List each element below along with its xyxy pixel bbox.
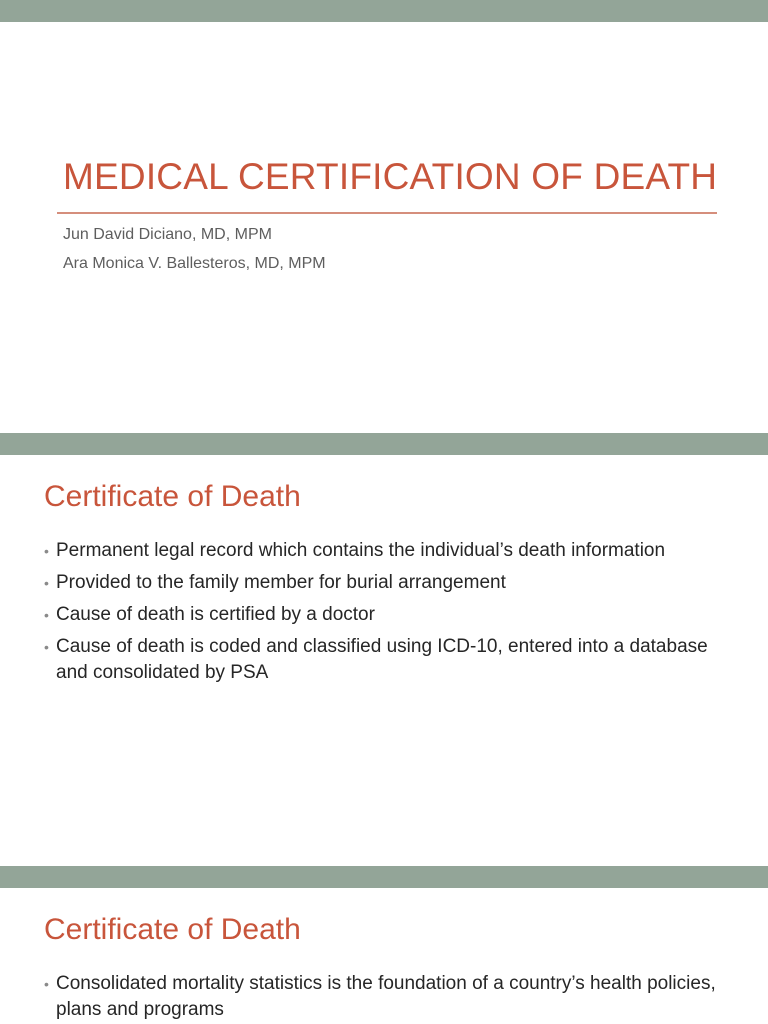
presentation-title: MEDICAL CERTIFICATION OF DEATH [63,156,718,197]
bullet-list [44,538,734,692]
bullet-text: Cause of death is coded and classified using ICD-10, entered into a database and consolidated by PSA [56,636,708,683]
slide-certificate-of-death [0,433,768,865]
bullet-item [44,570,734,596]
bullet-item [44,634,734,686]
slide-top-bar [0,433,768,455]
bullet-item [44,538,734,564]
bullet-text: Permanent legal record which contains the individual’s death information [56,540,666,561]
bullet-dot-icon: • [44,639,49,655]
slide-heading: Certificate of Death [44,480,301,513]
slide-title [0,0,768,432]
bullet-dot-icon: • [44,575,49,591]
bullet-text: Cause of death is certified by a doctor [56,604,375,625]
bullet-text: Consolidated mortality statistics is the foundation of a country’s health policies, plans and programs [56,973,716,1020]
slide-top-bar [0,0,768,22]
bullet-dot-icon: • [44,976,49,992]
title-divider [57,212,717,214]
slide-certificate-of-death-continued [0,866,768,1024]
author-line: Jun David Diciano, MD, MPM [63,226,272,243]
bullet-text: Provided to the family member for burial arrangement [56,572,506,593]
bullet-list [44,971,734,1024]
bullet-item [44,971,734,1023]
author-line: Ara Monica V. Ballesteros, MD, MPM [63,255,326,272]
bullet-dot-icon: • [44,607,49,623]
bullet-item [44,602,734,628]
bullet-dot-icon: • [44,543,49,559]
slide-heading: Certificate of Death [44,913,301,946]
slide-top-bar [0,866,768,888]
